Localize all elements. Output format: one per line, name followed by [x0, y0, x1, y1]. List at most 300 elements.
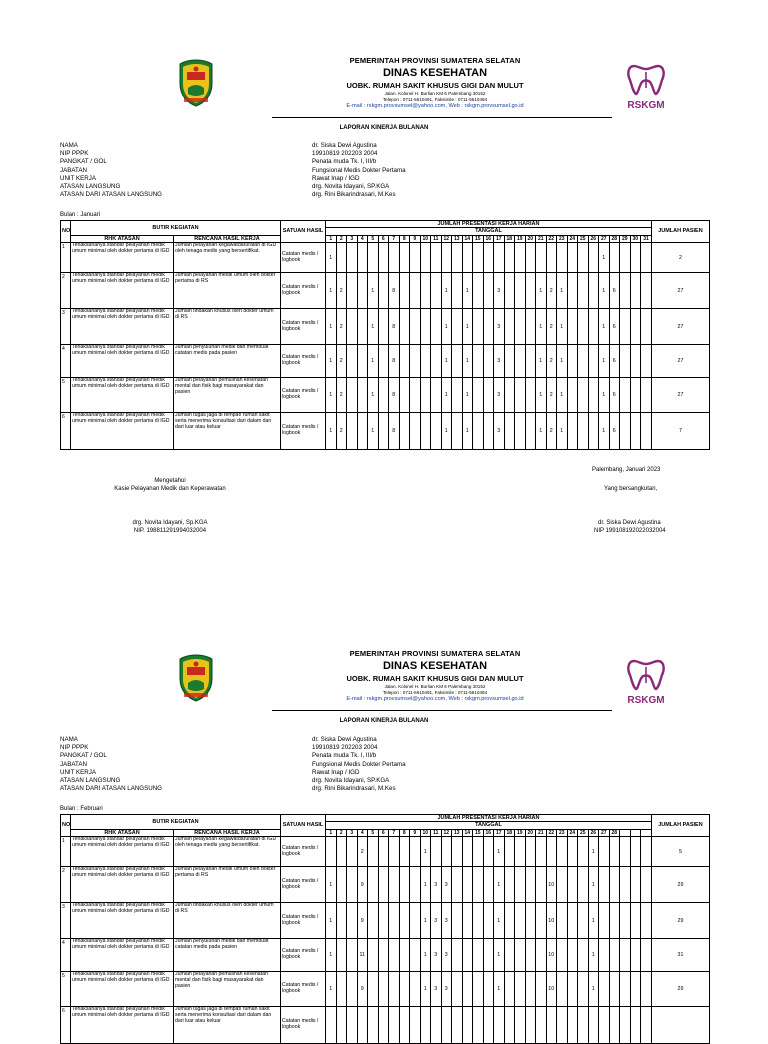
day-cell: [536, 903, 547, 939]
day-cell: 1: [599, 413, 610, 450]
day-cell: [389, 837, 400, 867]
day-header: 19: [515, 829, 526, 836]
day-cell: [567, 309, 578, 345]
day-cell: 1: [326, 972, 337, 1007]
dept-title: DINAS KESEHATAN: [382, 67, 488, 79]
row-number: 6: [61, 413, 71, 450]
day-header: 31: [641, 235, 652, 242]
day-cell: [567, 1007, 578, 1044]
day-cell: 2: [546, 378, 557, 413]
patient-total: 2: [651, 243, 709, 273]
day-cell: [336, 1007, 347, 1044]
day-cell: [567, 378, 578, 413]
day-cell: [431, 1007, 442, 1044]
day-cell: [630, 378, 641, 413]
day-header: 25: [578, 829, 589, 836]
day-header: 6: [378, 235, 389, 242]
day-cell: [452, 1007, 463, 1044]
day-cell: 1: [462, 413, 473, 450]
day-cell: [368, 867, 379, 903]
day-cell: [525, 309, 536, 345]
day-cell: [620, 837, 631, 867]
table-row: [61, 309, 710, 345]
day-cell: [557, 903, 568, 939]
day-cell: [368, 837, 379, 867]
day-cell: [483, 309, 494, 345]
day-cell: [641, 972, 652, 1007]
day-cell: [399, 1007, 410, 1044]
day-cell: [515, 309, 526, 345]
day-cell: [567, 837, 578, 867]
day-cell: [641, 867, 652, 903]
day-header: 20: [525, 829, 536, 836]
day-cell: [347, 837, 358, 867]
day-cell: [431, 309, 442, 345]
day-cell: [399, 972, 410, 1007]
day-cell: [567, 345, 578, 378]
day-cell: [599, 972, 610, 1007]
day-header: 23: [557, 829, 568, 836]
day-cell: 3: [494, 345, 505, 378]
day-header: 22: [546, 829, 557, 836]
info-value: Fungsional Medis Dokter Pertama: [312, 166, 406, 174]
day-cell: [578, 939, 589, 972]
day-cell: [504, 413, 515, 450]
info-label: ATASAN DARI ATASAN LANGSUNG: [60, 191, 162, 199]
day-cell: [452, 972, 463, 1007]
day-cell: [641, 309, 652, 345]
day-cell: [630, 309, 641, 345]
satuan-cell: Catatan medis / logbook: [281, 345, 326, 378]
day-cell: 8: [389, 345, 400, 378]
day-cell: [336, 972, 347, 1007]
dept-title: DINAS KESEHATAN: [382, 660, 488, 672]
day-cell: 1: [494, 867, 505, 903]
day-cell: [473, 273, 484, 309]
day-cell: 6: [609, 309, 620, 345]
info-row: [60, 175, 680, 183]
row-number: 5: [61, 972, 71, 1007]
day-cell: 1: [326, 378, 337, 413]
day-cell: [368, 939, 379, 972]
day-cell: 3: [441, 972, 452, 1007]
day-cell: [546, 243, 557, 273]
rencana-cell: Jumlah pelayanan medik umum oleh dokter pertama di RS: [174, 867, 281, 903]
day-cell: [399, 903, 410, 939]
svg-text:RSKGM: RSKGM: [627, 100, 665, 111]
day-cell: [483, 243, 494, 273]
info-row: [60, 167, 680, 175]
day-cell: [441, 243, 452, 273]
day-cell: [641, 345, 652, 378]
day-header: 13: [452, 829, 463, 836]
rhk-cell: Terlaksananya standar pelayanan medik umum minimal oleh dokter pertama di IGD: [71, 903, 174, 939]
supervisor-title: Kasie Pelayanan Medik dan Keperawatan: [114, 486, 226, 492]
day-cell: [378, 413, 389, 450]
header-divider: [272, 710, 612, 711]
info-label: PANGKAT / GOL: [60, 752, 107, 760]
info-row: [60, 142, 680, 150]
rencana-cell: Jumlah penyuluhan medik dan membuat catatan medis pada pasien: [174, 345, 281, 378]
no-header: NO: [61, 815, 71, 837]
day-cell: [483, 378, 494, 413]
day-cell: [326, 1007, 337, 1044]
day-cell: [567, 243, 578, 273]
day-cell: [504, 972, 515, 1007]
day-cell: [336, 867, 347, 903]
rencana-cell: Jumlah pelayanan pemulihan kesehatan mental dan fisik bagi masayarakat dan pasien: [174, 972, 281, 1007]
unit-title: UOBK. RUMAH SAKIT KHUSUS GIGI DAN MULUT: [346, 81, 524, 90]
day-header: 26: [588, 829, 599, 836]
day-cell: 1: [420, 837, 431, 867]
day-header: 25: [578, 235, 589, 242]
day-cell: 1: [420, 867, 431, 903]
day-cell: 1: [368, 345, 379, 378]
day-cell: 3: [441, 867, 452, 903]
day-cell: [410, 867, 421, 903]
satuan-cell: Catatan medis / logbook: [281, 243, 326, 273]
day-header: 27: [599, 829, 610, 836]
day-cell: [473, 867, 484, 903]
info-value: drg. Novita Idayani, SP.KGA: [312, 777, 390, 785]
day-cell: [525, 837, 536, 867]
day-cell: [536, 867, 547, 903]
day-header: 19: [515, 235, 526, 242]
day-cell: [515, 378, 526, 413]
day-cell: [389, 939, 400, 972]
day-cell: 2: [546, 273, 557, 309]
day-cell: 1: [588, 867, 599, 903]
day-cell: 3: [494, 413, 505, 450]
table-row: [61, 273, 710, 309]
day-cell: [357, 345, 368, 378]
day-cell: 2: [336, 309, 347, 345]
day-cell: [588, 273, 599, 309]
info-label: NAMA: [60, 142, 78, 149]
info-label: ATASAN LANGSUNG: [60, 183, 121, 191]
rencana-cell: Jumlah pelayanan medik umum oleh dokter pertama di RS: [174, 273, 281, 309]
day-cell: [410, 345, 421, 378]
day-cell: [525, 972, 536, 1007]
day-cell: 3: [431, 867, 442, 903]
day-cell: [620, 345, 631, 378]
day-cell: [515, 345, 526, 378]
rencana-header: RENCANA HASIL KERJA: [174, 829, 281, 836]
patient-total: 29: [651, 903, 709, 939]
day-cell: [599, 837, 610, 867]
day-cell: [578, 378, 589, 413]
day-cell: 8: [389, 413, 400, 450]
day-header: 27: [599, 235, 610, 242]
info-label: UNIT KERJA: [60, 174, 96, 182]
day-cell: 2: [357, 837, 368, 867]
jumlah-pasien-header: JUMLAH PASIEN: [651, 815, 709, 837]
day-cell: [410, 273, 421, 309]
day-header: 20: [525, 235, 536, 242]
day-cell: [620, 972, 631, 1007]
day-cell: [536, 972, 547, 1007]
day-cell: 1: [441, 273, 452, 309]
day-cell: 2: [336, 273, 347, 309]
day-cell: 1: [599, 345, 610, 378]
day-cell: [620, 939, 631, 972]
day-cell: [462, 972, 473, 1007]
patient-total: [651, 1007, 709, 1044]
rhk-header: RHK ATASAN: [71, 235, 174, 242]
employee-nip: NIP 199108192022032004: [594, 528, 666, 534]
rencana-cell: Jumlah pelayanan pemulihan kesehatan mental dan fisik bagi masayarakat dan pasien: [174, 378, 281, 413]
day-cell: [389, 1007, 400, 1044]
day-cell: [473, 939, 484, 972]
day-cell: [525, 867, 536, 903]
day-cell: [515, 837, 526, 867]
day-cell: [462, 837, 473, 867]
patient-total: 29: [651, 867, 709, 903]
address: Jalan. Kolonel H. Burlian KM 6 Palembang 30152: [384, 684, 486, 689]
day-cell: [378, 867, 389, 903]
day-cell: 1: [536, 345, 547, 378]
day-cell: [378, 243, 389, 273]
day-cell: [504, 345, 515, 378]
day-cell: [641, 903, 652, 939]
day-cell: [630, 972, 641, 1007]
day-cell: 3: [431, 939, 442, 972]
tanggal-header: TANGGAL: [326, 228, 652, 235]
info-value: Rawat Inap / IGD: [312, 174, 360, 182]
day-cell: [504, 273, 515, 309]
day-cell: [515, 972, 526, 1007]
day-cell: 2: [336, 413, 347, 450]
day-cell: 1: [326, 309, 337, 345]
day-cell: [473, 837, 484, 867]
day-cell: [431, 243, 442, 273]
day-cell: 1: [441, 378, 452, 413]
day-cell: 1: [326, 939, 337, 972]
table-row: [61, 345, 710, 378]
day-cell: [378, 972, 389, 1007]
info-row: [60, 736, 680, 744]
day-header: 9: [410, 235, 421, 242]
day-cell: [420, 1007, 431, 1044]
day-header: 1: [326, 235, 337, 242]
day-cell: [347, 903, 358, 939]
day-header: 7: [389, 829, 400, 836]
day-cell: [515, 903, 526, 939]
day-cell: [347, 378, 358, 413]
rhk-cell: Terlaksananya standar pelayanan medik umum minimal oleh dokter pertama di IGD: [71, 1007, 174, 1044]
day-cell: [557, 837, 568, 867]
day-cell: 1: [326, 273, 337, 309]
info-row: [60, 752, 680, 760]
info-value: 19910819 202203 2004: [312, 150, 378, 158]
day-cell: [336, 837, 347, 867]
day-cell: [462, 939, 473, 972]
letterhead: [240, 56, 630, 109]
day-cell: [494, 243, 505, 273]
day-cell: [368, 243, 379, 273]
day-cell: 2: [546, 309, 557, 345]
day-header: 8: [399, 829, 410, 836]
day-cell: [515, 867, 526, 903]
day-cell: 1: [588, 837, 599, 867]
day-cell: [609, 837, 620, 867]
day-cell: [410, 972, 421, 1007]
employee-name: dr. Siska Dewi Agustina: [598, 520, 661, 526]
day-cell: [378, 345, 389, 378]
day-cell: [630, 939, 641, 972]
day-cell: [399, 837, 410, 867]
day-cell: [357, 243, 368, 273]
info-value: drg. Rini Bikarindrasari, M.Kes: [312, 191, 396, 199]
day-cell: [357, 378, 368, 413]
day-cell: [410, 1007, 421, 1044]
report-title: LAPORAN KINERJA BULANAN: [339, 125, 429, 131]
day-cell: [452, 837, 463, 867]
day-cell: [567, 273, 578, 309]
day-cell: 2: [546, 413, 557, 450]
day-cell: 1: [462, 309, 473, 345]
day-cell: [599, 1007, 610, 1044]
info-value: dr. Siska Dewi Agustina: [312, 142, 377, 149]
satuan-cell: Catatan medis / logbook: [281, 378, 326, 413]
day-cell: 1: [420, 903, 431, 939]
day-cell: [557, 972, 568, 1007]
row-number: 2: [61, 867, 71, 903]
day-cell: [620, 378, 631, 413]
day-cell: [630, 345, 641, 378]
day-header: 3: [347, 235, 358, 242]
day-cell: 1: [599, 378, 610, 413]
day-cell: [599, 939, 610, 972]
day-cell: 1: [494, 837, 505, 867]
day-cell: [588, 243, 599, 273]
row-number: 1: [61, 837, 71, 867]
contact-email: E-mail : rskgm.provsumsel@yahoo.com, Web : rskgm.provsumsel.go.id: [346, 103, 524, 109]
satuan-cell: Catatan medis / logbook: [281, 903, 326, 939]
day-cell: 1: [420, 972, 431, 1007]
table-row: [61, 243, 710, 273]
row-number: 3: [61, 309, 71, 345]
day-cell: [431, 378, 442, 413]
day-cell: 1: [462, 378, 473, 413]
day-header: 26: [588, 235, 599, 242]
day-cell: 1: [494, 903, 505, 939]
day-cell: [462, 903, 473, 939]
day-cell: 9: [357, 867, 368, 903]
day-cell: 1: [420, 939, 431, 972]
day-cell: [473, 413, 484, 450]
day-cell: 1: [462, 345, 473, 378]
day-cell: [378, 903, 389, 939]
info-row: [60, 761, 680, 769]
day-cell: [515, 939, 526, 972]
day-cell: [620, 903, 631, 939]
day-cell: [399, 867, 410, 903]
day-header: 8: [399, 235, 410, 242]
day-cell: [347, 243, 358, 273]
day-cell: [609, 243, 620, 273]
day-cell: [504, 867, 515, 903]
day-cell: [630, 273, 641, 309]
day-cell: 1: [368, 378, 379, 413]
day-cell: [515, 413, 526, 450]
employee-info: [60, 736, 680, 793]
day-cell: [410, 903, 421, 939]
day-cell: [389, 972, 400, 1007]
info-label: ATASAN LANGSUNG: [60, 777, 121, 785]
day-cell: [578, 867, 589, 903]
day-header: 28: [609, 829, 620, 836]
day-header: 23: [557, 235, 568, 242]
day-cell: [473, 1007, 484, 1044]
rhk-cell: Terlaksananya standar pelayanan medik umum minimal oleh dokter pertama di IGD: [71, 273, 174, 309]
satuan-cell: Catatan medis / logbook: [281, 1007, 326, 1044]
rhk-cell: Terlaksananya standar pelayanan medik umum minimal oleh dokter pertama di IGD: [71, 972, 174, 1007]
day-header: 28: [609, 235, 620, 242]
day-cell: [357, 309, 368, 345]
day-cell: 1: [462, 273, 473, 309]
day-cell: 1: [326, 903, 337, 939]
rhk-cell: Terlaksananya standar pelayanan medik umum minimal oleh dokter pertama di IGD: [71, 309, 174, 345]
info-row: [60, 785, 680, 793]
info-row: [60, 769, 680, 777]
day-cell: [368, 903, 379, 939]
jumlah-pasien-header: JUMLAH PASIEN: [651, 221, 709, 243]
day-cell: [420, 345, 431, 378]
day-header: 16: [483, 829, 494, 836]
day-cell: [389, 243, 400, 273]
day-cell: [630, 243, 641, 273]
day-cell: 1: [326, 867, 337, 903]
day-cell: [588, 378, 599, 413]
info-label: UNIT KERJA: [60, 768, 96, 776]
day-cell: [378, 309, 389, 345]
day-cell: [578, 903, 589, 939]
day-cell: [347, 413, 358, 450]
day-cell: [515, 1007, 526, 1044]
day-cell: [336, 243, 347, 273]
day-cell: [588, 345, 599, 378]
day-cell: [452, 939, 463, 972]
day-cell: [525, 243, 536, 273]
rhk-cell: Terlaksananya standar pelayanan medik umum minimal oleh dokter pertama di IGD: [71, 378, 174, 413]
day-cell: [494, 1007, 505, 1044]
day-cell: [504, 1007, 515, 1044]
butir-header: BUTIR KEGIATAN: [71, 221, 281, 236]
day-cell: [630, 903, 641, 939]
info-value: 19910819 202203 2004: [312, 744, 378, 752]
day-header: 10: [420, 235, 431, 242]
day-cell: [483, 413, 494, 450]
day-cell: [441, 1007, 452, 1044]
day-cell: [368, 1007, 379, 1044]
day-header: 30: [630, 235, 641, 242]
day-cell: [347, 273, 358, 309]
day-cell: [368, 972, 379, 1007]
day-header: 12: [441, 235, 452, 242]
day-cell: [347, 309, 358, 345]
day-cell: [599, 903, 610, 939]
performance-table: [60, 814, 710, 1044]
day-header: 1: [326, 829, 337, 836]
satuan-cell: Catatan medis / logbook: [281, 972, 326, 1007]
info-label: JABATAN: [60, 166, 87, 174]
table-row: [61, 1007, 710, 1044]
day-header: [620, 829, 631, 836]
day-header: 7: [389, 235, 400, 242]
day-cell: [420, 309, 431, 345]
day-cell: [504, 243, 515, 273]
